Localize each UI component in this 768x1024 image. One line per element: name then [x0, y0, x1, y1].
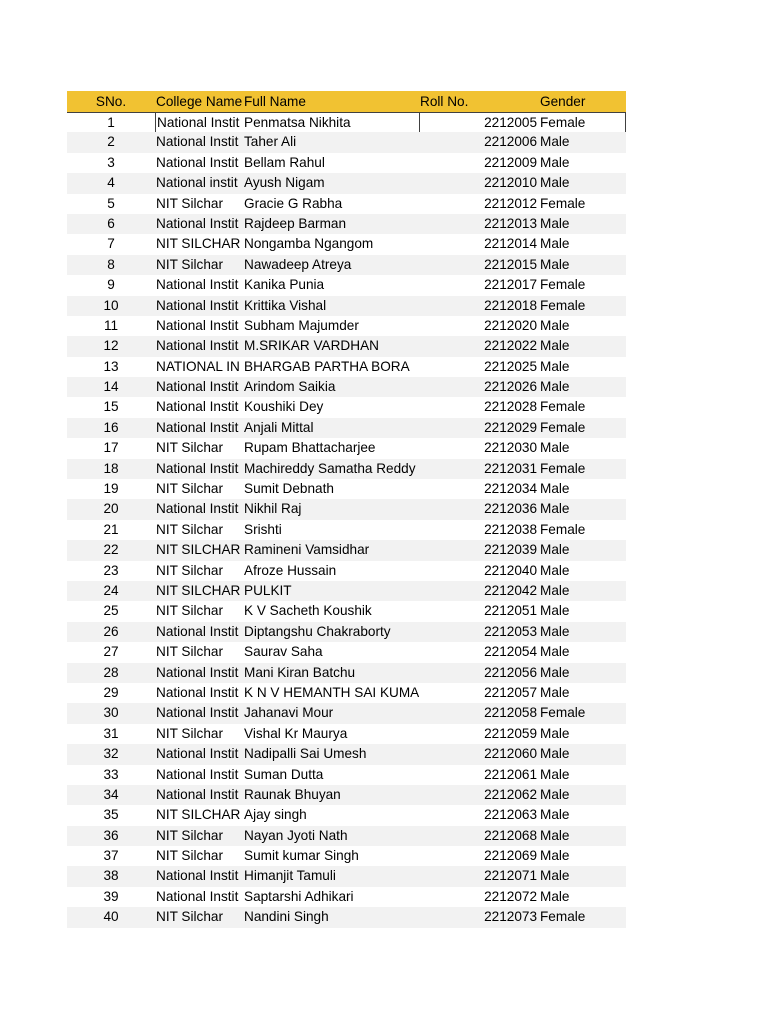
roll-no-cell[interactable]: 2212061 [484, 766, 537, 782]
roll-no-cell[interactable]: 2212020 [484, 317, 537, 333]
roll-no-cell[interactable]: 2212029 [484, 419, 537, 435]
full-name-cell[interactable]: Raunak Bhuyan [244, 786, 341, 802]
gender-cell[interactable]: Male [540, 379, 570, 395]
college-name-cell[interactable]: NIT Silchar [156, 603, 223, 619]
table-row [67, 826, 626, 846]
table-row [67, 499, 626, 519]
sno-cell[interactable]: 16 [103, 419, 119, 435]
college-name-cell[interactable]: NIT Silchar [156, 827, 223, 843]
table-row [67, 397, 626, 417]
roll-no-cell[interactable]: 2212040 [484, 562, 537, 578]
college-name-cell[interactable]: National Instit [156, 684, 239, 700]
gender-cell[interactable]: Female [540, 195, 586, 211]
full-name-cell[interactable]: K N V HEMANTH SAI KUMA [244, 684, 419, 700]
full-name-cell[interactable]: K V Sacheth Koushik [244, 603, 372, 619]
roll-no-cell[interactable]: 2212042 [484, 582, 537, 598]
gender-cell[interactable]: Male [540, 684, 570, 700]
sno-cell[interactable]: 35 [103, 807, 119, 823]
sno-cell[interactable]: 2 [107, 134, 115, 150]
gender-cell[interactable]: Male [540, 562, 570, 578]
full-name-cell[interactable]: Gracie G Rabha [244, 195, 343, 211]
gender-cell[interactable]: Male [540, 827, 570, 843]
sno-cell[interactable]: 25 [103, 603, 119, 619]
roll-no-cell[interactable]: 2212030 [484, 440, 537, 456]
sno-cell[interactable]: 1 [107, 115, 115, 130]
roll-no-cell[interactable]: 2212054 [484, 644, 537, 660]
gender-cell[interactable]: Male [540, 134, 570, 150]
sno-cell[interactable]: 27 [103, 644, 119, 660]
sno-cell[interactable]: 32 [103, 746, 119, 762]
full-name-cell[interactable]: Rupam Bhattacharjee [244, 440, 376, 456]
roll-no-cell[interactable]: 2212022 [484, 338, 537, 354]
college-name-cell[interactable]: National Instit [156, 215, 239, 231]
gender-cell[interactable]: Male [540, 888, 570, 904]
header-full-name[interactable]: Full Name [244, 94, 306, 109]
college-name-cell[interactable]: National Instit [156, 664, 239, 680]
gender-cell[interactable]: Male [540, 664, 570, 680]
college-name-cell[interactable]: NIT Silchar [156, 195, 223, 211]
sno-cell[interactable]: 36 [103, 827, 119, 843]
sno-cell[interactable]: 40 [103, 909, 119, 925]
table-row [67, 112, 626, 132]
college-name-cell[interactable]: National Instit [156, 379, 239, 395]
gender-cell[interactable]: Female [540, 297, 586, 313]
sno-cell[interactable]: 4 [107, 175, 115, 191]
gender-cell[interactable]: Male [540, 338, 570, 354]
table-row [67, 336, 626, 356]
table-row [67, 357, 626, 377]
table-row [67, 785, 626, 805]
table-row [67, 173, 626, 193]
sno-cell[interactable]: 30 [103, 705, 119, 721]
gender-cell[interactable]: Male [540, 807, 570, 823]
full-name-cell[interactable]: Rajdeep Barman [244, 215, 347, 231]
table-row [67, 622, 626, 642]
sno-cell[interactable]: 7 [107, 236, 115, 252]
roll-no-cell[interactable]: 2212056 [484, 664, 537, 680]
sno-cell[interactable]: 20 [103, 501, 119, 517]
roll-no-cell[interactable]: 2212073 [484, 909, 537, 925]
roll-no-cell[interactable]: 2212025 [484, 358, 537, 374]
college-name-cell[interactable]: National Instit [156, 338, 239, 354]
table-row [67, 479, 626, 499]
gender-cell[interactable]: Male [540, 542, 570, 558]
full-name-cell[interactable]: BHARGAB PARTHA BORA [244, 358, 410, 374]
sno-cell[interactable]: 11 [103, 317, 119, 333]
sno-cell[interactable]: 18 [103, 460, 119, 476]
gender-cell[interactable]: Male [540, 786, 570, 802]
sno-cell[interactable]: 19 [103, 481, 119, 497]
roll-no-cell[interactable]: 2212026 [484, 379, 537, 395]
full-name-cell[interactable]: Himanjit Tamuli [244, 868, 336, 884]
college-name-cell[interactable]: National Instit [156, 134, 239, 150]
gender-cell[interactable]: Female [540, 277, 586, 293]
table-row [67, 540, 626, 560]
college-name-cell[interactable]: NIT Silchar [156, 440, 223, 456]
sno-cell[interactable]: 26 [103, 623, 119, 639]
roll-no-cell[interactable]: 2212068 [484, 827, 537, 843]
sno-cell[interactable]: 8 [107, 256, 115, 272]
college-name-cell[interactable]: National Instit [156, 297, 239, 313]
gender-cell[interactable]: Female [540, 399, 586, 415]
roll-no-cell[interactable]: 2212058 [484, 705, 537, 721]
roll-no-cell[interactable]: 2212012 [484, 195, 537, 211]
college-name-cell[interactable]: National Instit [156, 460, 239, 476]
full-name-cell[interactable]: M.SRIKAR VARDHAN [244, 338, 379, 354]
table-row [67, 234, 626, 254]
table-row [67, 418, 626, 438]
roll-no-cell[interactable]: 2212028 [484, 399, 537, 415]
full-name-cell[interactable]: Nandini Singh [244, 909, 329, 925]
full-name-cell[interactable]: Machireddy Samatha Reddy [244, 460, 416, 476]
roll-no-cell[interactable]: 2212057 [484, 684, 537, 700]
sno-cell[interactable]: 17 [103, 440, 119, 456]
roll-no-cell[interactable]: 2212017 [484, 277, 537, 293]
college-name-cell[interactable]: NIT Silchar [156, 909, 223, 925]
full-name-cell[interactable]: Nadipalli Sai Umesh [244, 746, 367, 762]
gender-cell[interactable]: Male [540, 358, 570, 374]
table-row [67, 805, 626, 825]
college-name-cell[interactable]: National Instit [156, 746, 239, 762]
table-row [67, 887, 626, 907]
roll-no-cell[interactable]: 2212071 [484, 868, 537, 884]
gender-cell[interactable]: Male [540, 215, 570, 231]
full-name-cell[interactable]: Suman Dutta [244, 766, 324, 782]
college-name-cell[interactable]: National Instit [156, 766, 239, 782]
roll-no-cell[interactable]: 2212062 [484, 786, 537, 802]
college-name-cell[interactable]: NIT Silchar [156, 521, 223, 537]
gender-cell[interactable]: Male [540, 746, 570, 762]
full-name-cell[interactable]: Ramineni Vamsidhar [244, 542, 370, 558]
college-name-cell[interactable]: National Instit [156, 154, 239, 170]
full-name-cell[interactable]: Bellam Rahul [244, 154, 325, 170]
roll-no-cell[interactable]: 2212069 [484, 848, 537, 864]
gender-cell[interactable]: Male [540, 481, 570, 497]
sno-cell[interactable]: 14 [103, 379, 119, 395]
gender-cell[interactable]: Female [538, 113, 626, 132]
college-name-cell[interactable]: National Instit [156, 419, 239, 435]
header-roll-no[interactable]: Roll No. [420, 94, 469, 109]
college-name-cell[interactable]: National Instit [156, 705, 239, 721]
gender-cell[interactable]: Male [540, 623, 570, 639]
sno-cell[interactable]: 15 [103, 399, 119, 415]
roll-no-cell[interactable]: 2212014 [484, 236, 537, 252]
sno-cell[interactable]: 13 [103, 358, 119, 374]
table-row [67, 703, 626, 723]
college-name-cell[interactable]: NIT SILCHAR [156, 542, 241, 558]
table-row [67, 683, 626, 703]
full-name-cell[interactable]: Nongamba Ngangom [244, 236, 374, 252]
roll-no-cell[interactable]: 2212053 [484, 623, 537, 639]
roll-no-cell[interactable]: 2212036 [484, 501, 537, 517]
gender-cell[interactable]: Female [540, 705, 586, 721]
gender-cell[interactable]: Male [540, 868, 570, 884]
college-name-cell[interactable]: NIT Silchar [156, 481, 223, 497]
college-name-cell[interactable]: National Instit [156, 888, 239, 904]
college-name-cell[interactable]: National Instit [155, 113, 243, 132]
full-name-cell[interactable]: Kanika Punia [244, 277, 325, 293]
table-row [67, 663, 626, 683]
sno-cell[interactable]: 29 [103, 684, 119, 700]
college-name-cell[interactable]: NIT Silchar [156, 562, 223, 578]
college-name-cell[interactable]: NATIONAL IN [156, 358, 240, 374]
table-row [67, 866, 626, 886]
table-row [67, 581, 626, 601]
full-name-cell[interactable]: Afroze Hussain [244, 562, 337, 578]
sno-cell[interactable]: 5 [107, 195, 115, 211]
full-name-cell[interactable]: Penmatsa Nikhita [244, 115, 351, 130]
full-name-cell[interactable]: Sumit Debnath [244, 481, 334, 497]
gender-cell[interactable]: Male [540, 440, 570, 456]
full-name-cell[interactable]: Taher Ali [244, 134, 297, 150]
college-name-cell[interactable]: National Instit [156, 501, 239, 517]
full-name-cell[interactable]: Subham Majumder [244, 317, 359, 333]
college-name-cell[interactable]: National Instit [156, 399, 239, 415]
sno-cell[interactable]: 10 [103, 297, 119, 313]
table-row [67, 377, 626, 397]
roll-no-cell[interactable]: 2212039 [484, 542, 537, 558]
sno-cell[interactable]: 22 [103, 542, 119, 558]
roll-no-cell[interactable]: 2212018 [484, 297, 537, 313]
full-name-cell[interactable]: Saptarshi Adhikari [244, 888, 354, 904]
roll-no-cell[interactable]: 2212072 [484, 888, 537, 904]
college-name-cell[interactable]: National Instit [156, 786, 239, 802]
sno-cell[interactable]: 24 [103, 582, 119, 598]
gender-cell[interactable]: Male [540, 317, 570, 333]
sno-cell[interactable]: 6 [107, 215, 115, 231]
gender-cell[interactable]: Male [540, 236, 570, 252]
table-row [67, 561, 626, 581]
table-row [67, 744, 626, 764]
full-name-cell[interactable]: Ayush Nigam [244, 175, 325, 191]
roll-no-cell[interactable]: 2212031 [484, 460, 537, 476]
table-row [67, 132, 626, 152]
full-name-cell[interactable]: Vishal Kr Maurya [244, 725, 348, 741]
sno-cell[interactable]: 23 [103, 562, 119, 578]
gender-cell[interactable]: Male [540, 154, 570, 170]
gender-cell[interactable]: Male [540, 725, 570, 741]
spreadsheet [67, 91, 626, 928]
gender-cell[interactable]: Male [540, 582, 570, 598]
full-name-cell[interactable]: Srishti [244, 521, 282, 537]
gender-cell[interactable]: Male [540, 644, 570, 660]
header-sno[interactable]: SNo. [95, 94, 127, 109]
gender-cell[interactable]: Male [540, 766, 570, 782]
roll-no-cell[interactable]: 2212034 [484, 481, 537, 497]
sno-cell[interactable]: 31 [103, 725, 119, 741]
full-name-cell[interactable]: Diptangshu Chakraborty [244, 623, 391, 639]
gender-cell[interactable]: Female [540, 521, 586, 537]
full-name-cell[interactable]: Nayan Jyoti Nath [244, 827, 348, 843]
roll-no-cell[interactable]: 2212060 [484, 746, 537, 762]
college-name-cell[interactable]: NIT Silchar [156, 256, 223, 272]
table-row [67, 520, 626, 540]
sno-cell[interactable]: 21 [103, 521, 119, 537]
full-name-cell[interactable]: Krittika Vishal [244, 297, 327, 313]
gender-cell[interactable]: Male [540, 175, 570, 191]
roll-no-cell[interactable]: 2212013 [484, 215, 537, 231]
header-row [67, 91, 626, 112]
college-name-cell[interactable]: NIT SILCHAR [156, 807, 241, 823]
college-name-cell[interactable]: National Instit [156, 623, 239, 639]
table-row [67, 214, 626, 234]
table-row [67, 316, 626, 336]
roll-no-cell[interactable]: 2212005 [419, 113, 538, 132]
roll-no-cell[interactable]: 2212038 [484, 521, 537, 537]
gender-cell[interactable]: Female [540, 460, 586, 476]
college-name-cell[interactable]: NIT Silchar [156, 848, 223, 864]
college-name-cell[interactable]: NIT Silchar [156, 644, 223, 660]
full-name-cell[interactable]: PULKIT [244, 582, 292, 598]
table-row [67, 846, 626, 866]
college-name-cell[interactable]: NIT SILCHAR [156, 582, 241, 598]
full-name-cell[interactable]: Nikhil Raj [244, 501, 302, 517]
college-name-cell[interactable]: National Instit [156, 277, 239, 293]
sno-cell[interactable]: 9 [107, 277, 115, 293]
gender-cell[interactable]: Male [540, 603, 570, 619]
table-row [67, 255, 626, 275]
roll-no-cell[interactable]: 2212015 [484, 256, 537, 272]
table-row [67, 642, 626, 662]
roll-no-cell[interactable]: 2212051 [484, 603, 537, 619]
sno-cell[interactable]: 38 [103, 868, 119, 884]
table-body [67, 112, 626, 928]
sno-cell[interactable]: 37 [103, 848, 119, 864]
table-row [67, 194, 626, 214]
sno-cell[interactable]: 39 [103, 888, 119, 904]
sno-cell[interactable]: 28 [103, 664, 119, 680]
table-row [67, 275, 626, 295]
table-row [67, 907, 626, 927]
sno-cell[interactable]: 34 [103, 786, 119, 802]
full-name-cell[interactable]: Koushiki Dey [244, 399, 324, 415]
table-row [67, 459, 626, 479]
full-name-cell[interactable]: Sumit kumar Singh [244, 848, 359, 864]
gender-cell[interactable]: Male [540, 256, 570, 272]
full-name-cell[interactable]: Mani Kiran Batchu [244, 664, 356, 680]
full-name-cell[interactable]: Anjali Mittal [244, 419, 314, 435]
college-name-cell[interactable]: National instit [156, 175, 238, 191]
table-row [67, 438, 626, 458]
gender-cell[interactable]: Female [540, 909, 586, 925]
table-row [67, 601, 626, 621]
gender-cell[interactable]: Female [540, 419, 586, 435]
gender-cell[interactable]: Male [540, 501, 570, 517]
table-row [67, 765, 626, 785]
full-name-cell[interactable]: Ajay singh [244, 807, 307, 823]
roll-no-cell[interactable]: 2212009 [484, 154, 537, 170]
college-name-cell[interactable]: NIT SILCHAR [156, 236, 241, 252]
full-name-cell[interactable]: Nawadeep Atreya [244, 256, 352, 272]
table-row [67, 153, 626, 173]
sno-cell[interactable]: 3 [107, 154, 115, 170]
full-name-cell[interactable]: Arindom Saikia [244, 379, 336, 395]
full-name-cell[interactable]: Jahanavi Mour [244, 705, 334, 721]
full-name-cell[interactable]: Saurav Saha [244, 644, 323, 660]
header-gender[interactable]: Gender [540, 94, 586, 109]
sno-cell[interactable]: 33 [103, 766, 119, 782]
roll-no-cell[interactable]: 2212063 [484, 807, 537, 823]
roll-no-cell[interactable]: 2212010 [484, 175, 537, 191]
table-row [67, 296, 626, 316]
college-name-cell[interactable]: NIT Silchar [156, 725, 223, 741]
table-row [67, 724, 626, 744]
header-college-name[interactable]: College Name [156, 94, 243, 109]
college-name-cell[interactable]: National Instit [156, 868, 239, 884]
roll-no-cell[interactable]: 2212059 [484, 725, 537, 741]
college-name-cell[interactable]: National Instit [156, 317, 239, 333]
sno-cell[interactable]: 12 [103, 338, 119, 354]
roll-no-cell[interactable]: 2212006 [484, 134, 537, 150]
gender-cell[interactable]: Male [540, 848, 570, 864]
